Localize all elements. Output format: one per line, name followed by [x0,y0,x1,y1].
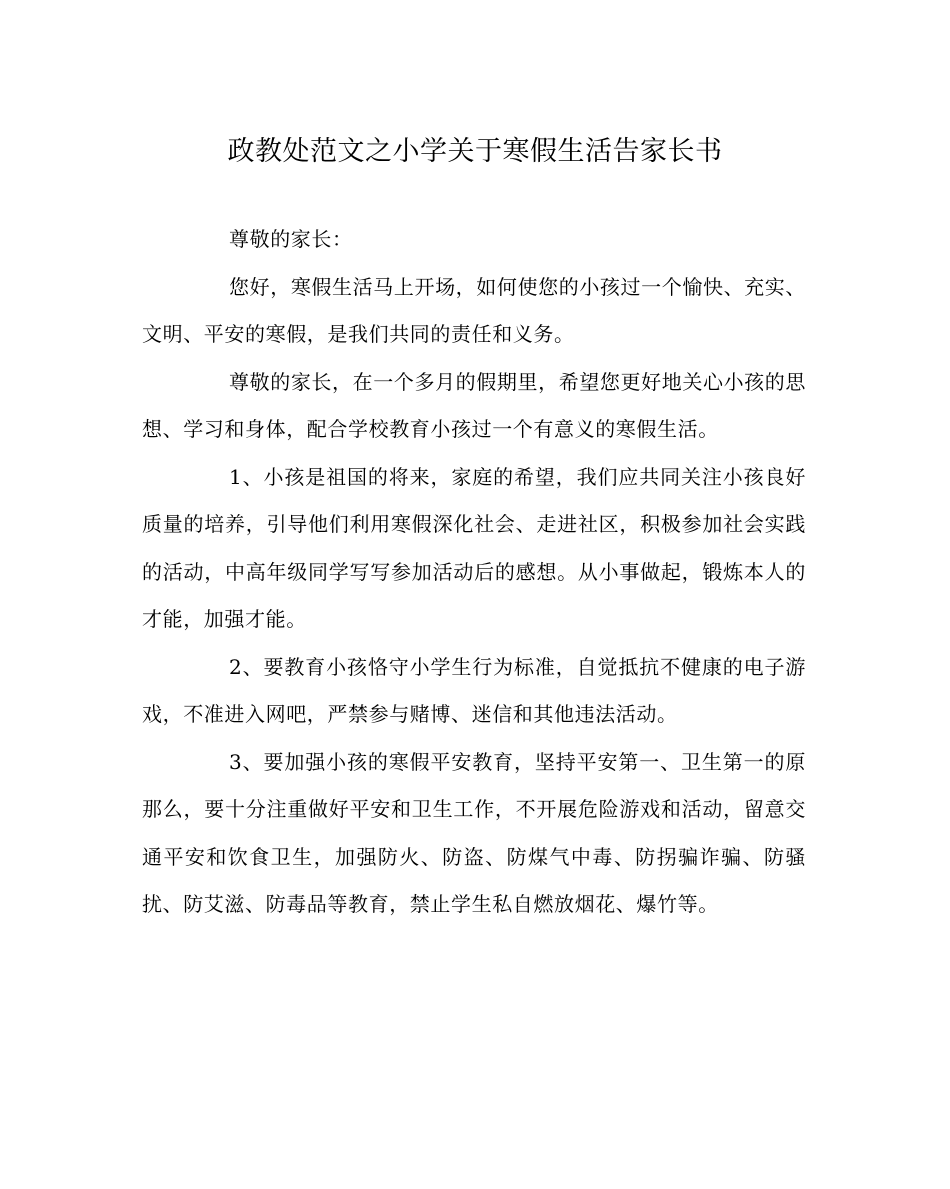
greeting-paragraph: 您好，寒假生活马上开场，如何使您的小孩过一个愉快、充实、文明、平安的寒假，是我们共同的责任和义务。 [142,274,806,346]
item-1-paragraph: 1、小孩是祖国的将来，家庭的希望，我们应共同关注小孩良好质量的培养，引导他们利用寒假深化社会、走进社区，积极参加社会实践的活动，中高年级同学写写参加活动后的感想。从小事做起，锻炼本人的才能，加强才能。 [142,464,806,631]
intro-paragraph: 尊敬的家长，在一个多月的假期里，希望您更好地关心小孩的思想、学习和身体，配合学校教育小孩过一个有意义的寒假生活。 [142,369,806,441]
item-2-paragraph: 2、要教育小孩恪守小学生行为标准，自觉抵抗不健康的电子游戏，不准进入网吧，严禁参与赌博、迷信和其他违法活动。 [142,654,806,726]
salutation: 尊敬的家长： [229,227,353,251]
item-3-paragraph: 3、要加强小孩的寒假平安教育，坚持平安第一、卫生第一的原那么，要十分注重做好平安和卫生工作，不开展危险游戏和活动，留意交通平安和饮食卫生，加强防火、防盗、防煤气中毒、防拐骗诈骗、防骚扰、防艾滋、防毒品等教育，禁止学生私自燃放烟花、爆竹等。 [142,749,806,916]
document-body [142,216,806,929]
document-title: 政教处范文之小学关于寒假生活告家长书 [227,136,723,167]
